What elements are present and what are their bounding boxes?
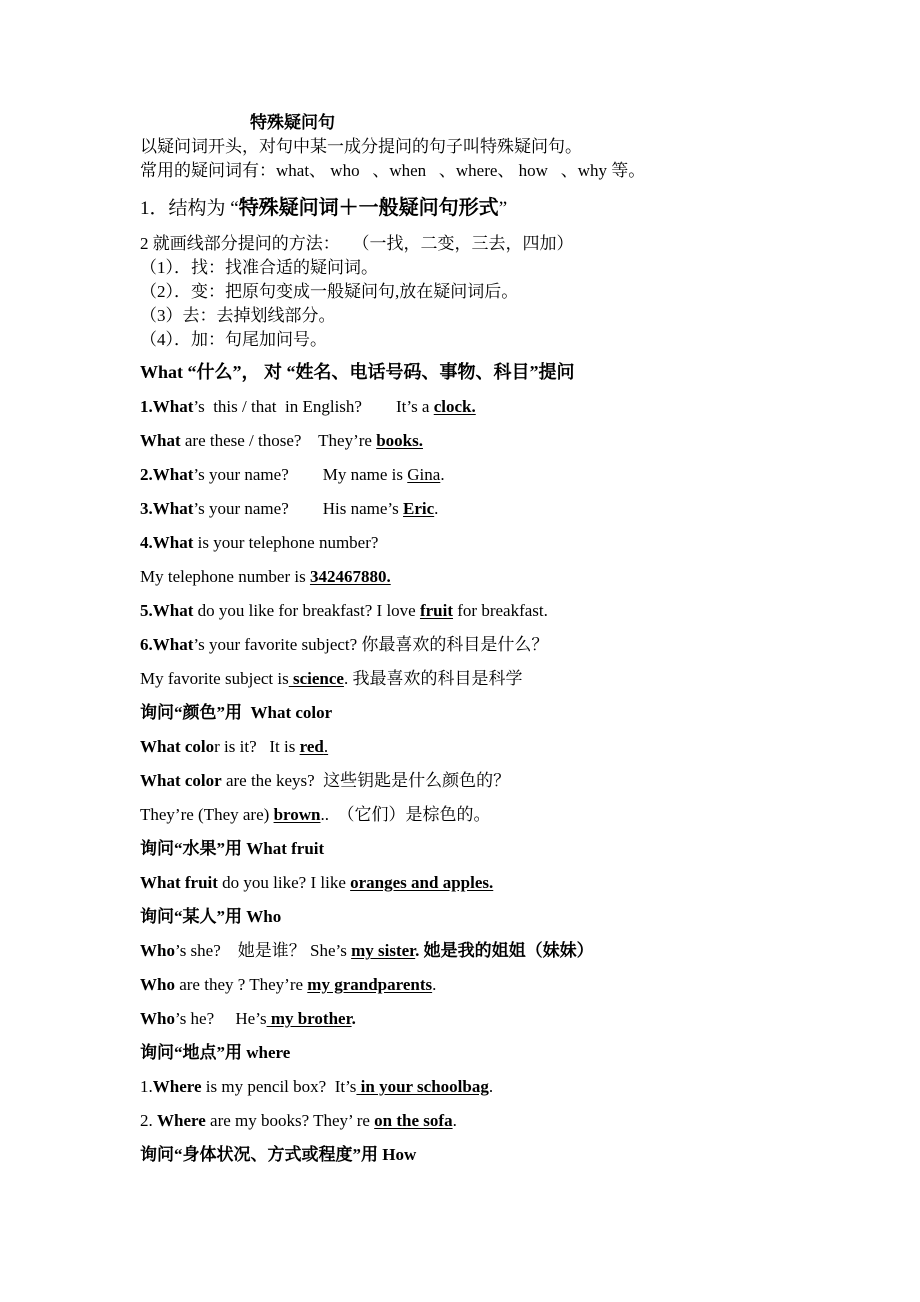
sentence-text: are the keys? 这些钥匙是什么颜色的？ [221,771,511,790]
underlined-answer: books. [376,431,423,450]
question-word: 4.What [140,533,194,552]
method-step-3: （3）去：去掉划线部分。 [140,306,336,325]
how-heading: 询问“身体状况、方式或程度”用 How [140,1145,417,1164]
item-number: 1. [140,1077,153,1096]
underlined-answer: in your schoolbag [356,1077,489,1096]
sentence-end: . 她是我的姐姐（妹妹） [415,941,594,960]
structure-formula: 特殊疑问词＋一般疑问句形式 [238,197,499,219]
color-example-2 [140,770,510,792]
sentence-text: My favorite subject is [140,669,289,688]
sentence-text: are my books? They’ re [205,1111,375,1130]
what-example-3 [140,464,445,486]
question-word: 6.What [140,635,194,654]
question-word: Where [152,1077,202,1096]
structure-line [140,197,507,220]
what-example-1 [140,396,476,418]
underlined-answer: science [288,669,344,688]
underlined-answer: Eric [403,499,435,518]
where-heading: 询问“地点”用 where [140,1043,291,1062]
sentence-text: are they ? They’re [174,975,308,994]
underlined-answer: fruit [419,601,454,620]
sentence-text: ’s your name? His name’s [193,499,404,518]
sentence-text: ’s your name? My name is [193,465,408,484]
question-word: What [140,431,181,450]
sentence-end: . [452,1111,457,1130]
question-word: What color [140,771,222,790]
method-step-2: （2）．变：把原句变成一般疑问句,放在疑问词后。 [140,282,519,301]
sentence-text: do you like? I like [217,873,351,892]
sentence-text: ’s she? 她是谁？ She’s [174,941,352,960]
sentence-text: is your telephone number? [193,533,379,552]
sentence-end: for breakfast. [453,601,548,620]
what-example-6 [140,566,391,588]
underlined-answer: on the sofa [374,1111,453,1130]
underlined-answer: clock. [433,397,476,416]
what-example-4 [140,498,438,520]
method-step-4: （4）．加：句尾加问号。 [140,330,327,349]
question-word: 1.What [140,397,194,416]
question-word: Who [140,1009,175,1028]
sentence-text: ’s he? He’s [174,1009,267,1028]
question-word: 5.What [140,601,194,620]
method-heading: 2 就画线部分提问的方法： （一找，二变，三去，四加） [140,234,574,253]
question-word: What colo [140,737,215,756]
intro-line-1: 以疑问词开头，对句中某一成分提问的句子叫特殊疑问句。 [140,137,582,156]
question-word: 2.What [140,465,194,484]
who-example-1 [140,940,594,962]
sentence-end: . [432,975,437,994]
doc-title: 特殊疑问句 [250,113,335,132]
sentence-end: .. （它们）是棕色的。 [320,805,491,824]
who-heading: 询问“某人”用 Who [140,907,282,926]
fruit-heading: 询问“水果”用 What fruit [140,839,325,858]
underlined-answer: red [299,737,324,756]
sentence-end: . 我最喜欢的科目是科学 [343,669,523,688]
what-example-2 [140,430,423,452]
sentence-text: ’s this / that in English? It’s a [193,397,434,416]
sentence-text: are these / those? They’re [180,431,377,450]
fruit-example-1 [140,872,493,894]
color-example-1 [140,736,328,758]
sentence-end: . [488,1077,494,1096]
what-example-7 [140,600,548,622]
color-example-3 [140,804,491,826]
underlined-answer: my sister [351,941,416,960]
sentence-text: ’s your favorite subject? 你最喜欢的科目是什么？ [193,635,549,654]
sentence-text: r is it? It is [214,737,300,756]
what-example-9 [140,668,522,690]
sentence-end: . [351,1009,356,1028]
question-word: What fruit [140,873,218,892]
sentence-end: . [440,465,445,484]
sentence-end: . [323,737,329,756]
underlined-answer: brown [273,805,321,824]
underlined-answer: my grandparents [307,975,433,994]
what-example-8 [140,634,548,656]
what-example-5 [140,532,378,554]
color-heading: 询问“颜色”用 What color [140,703,333,722]
sentence-text: do you like for breakfast? I love [193,601,420,620]
underlined-answer: 342467880. [309,567,391,586]
question-word: 3.What [140,499,194,518]
underlined-answer: my brother [266,1009,352,1028]
sentence-text: They’re (They are) [140,805,274,824]
what-heading: What “什么”， 对 “姓名、电话号码、事物、科目”提问 [140,362,575,382]
structure-prefix: 1．结构为 “ [140,198,239,219]
sentence-end: . [434,499,439,518]
underlined-answer: oranges and apples. [350,873,494,892]
who-example-3 [140,1008,356,1030]
structure-suffix: ” [498,198,508,219]
item-number: 2. [140,1111,157,1130]
who-example-2 [140,974,436,996]
underlined-answer: Gina [407,465,441,484]
method-step-1: （1）．找：找准合适的疑问词。 [140,258,378,277]
sentence-text: is my pencil box? It’s [201,1077,357,1096]
question-word: Who [140,941,175,960]
sentence-text: My telephone number is [140,567,310,586]
where-example-2 [140,1110,457,1132]
intro-line-2: 常用的疑问词有：what、 who 、when 、where、 how 、why 等。 [140,161,646,180]
question-word: Who [140,975,175,994]
where-example-1 [140,1076,493,1098]
question-word: Where [157,1111,206,1130]
